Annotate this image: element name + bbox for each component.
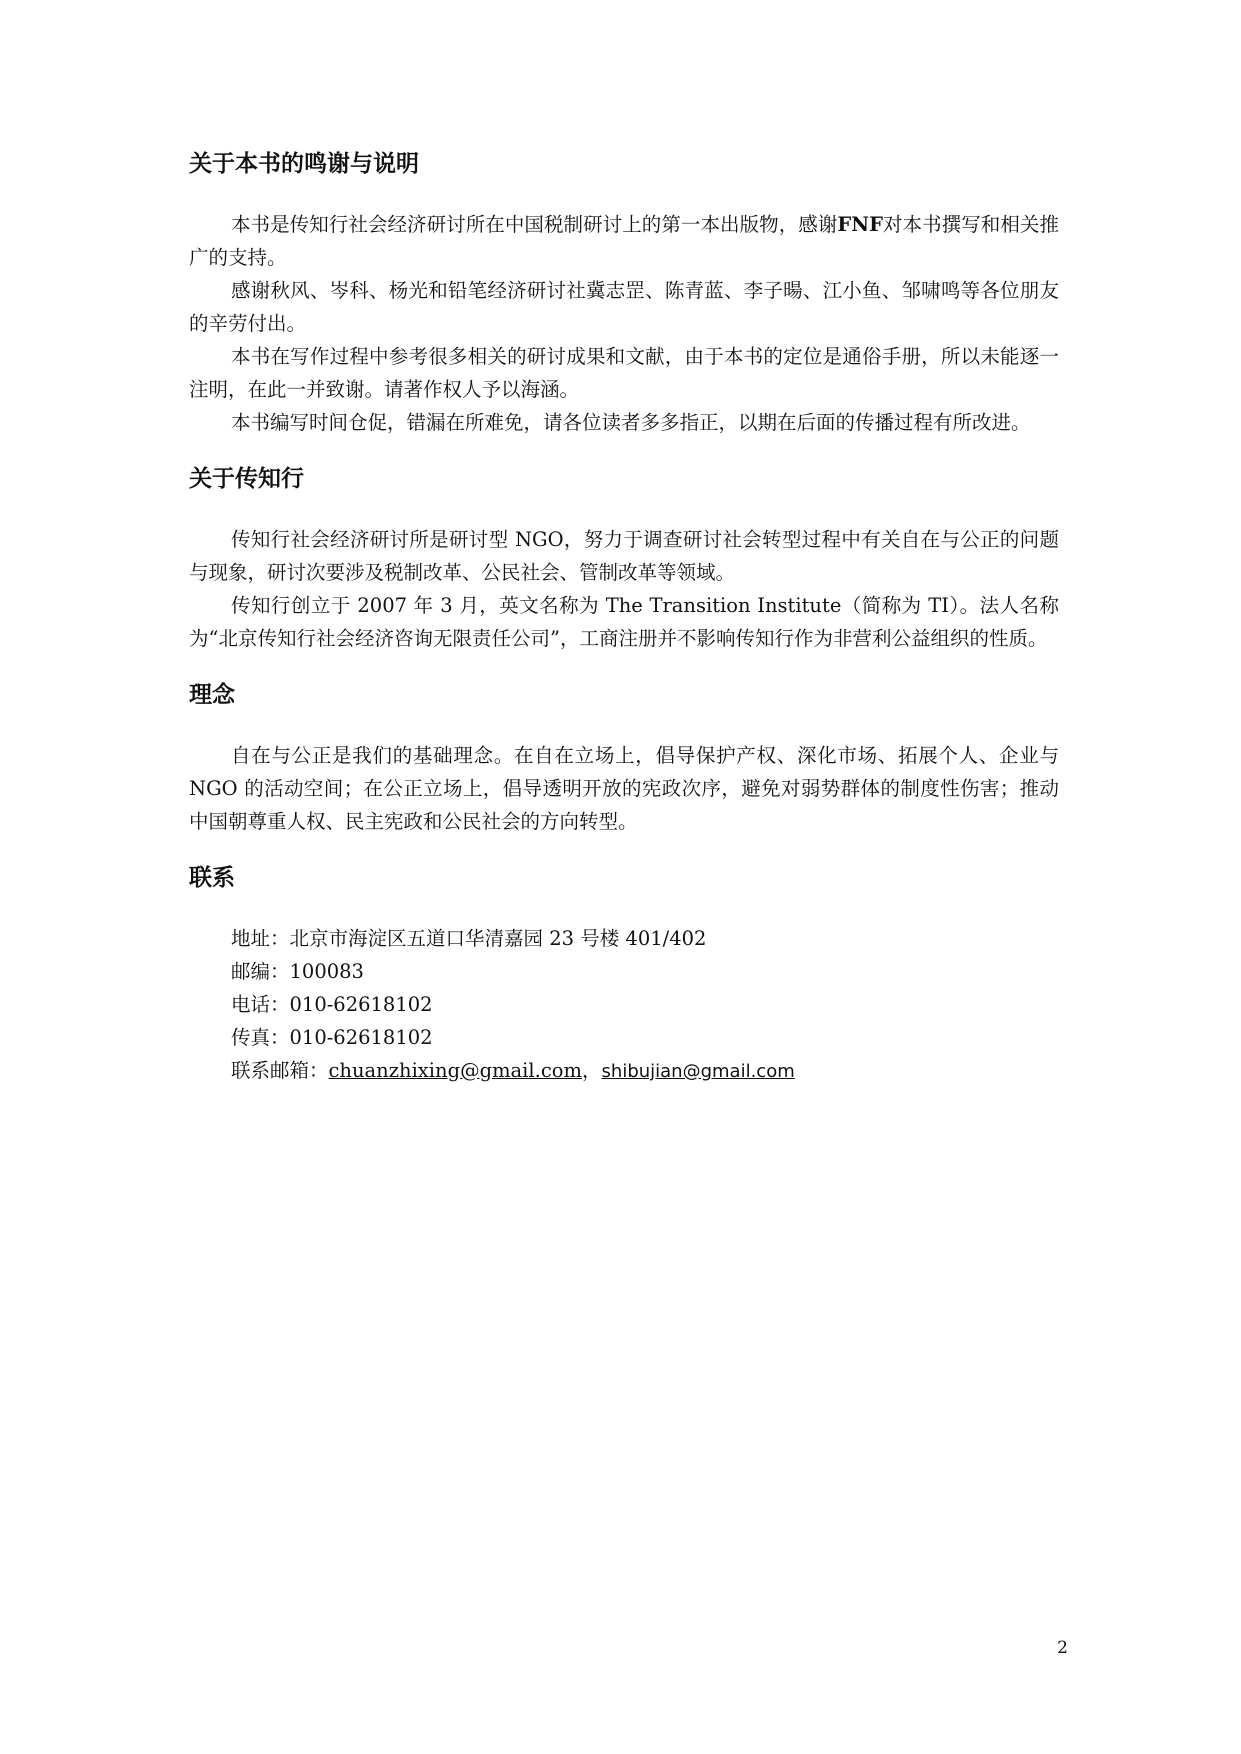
contact-postcode: 邮编：100083 <box>231 960 364 983</box>
contact-phone: 电话：010-62618102 <box>231 993 433 1016</box>
about-body <box>189 523 1059 655</box>
acknowledgements-section <box>189 148 1059 439</box>
contact-email-line <box>231 1054 1059 1088</box>
contact-heading: 联系 <box>189 865 235 891</box>
ack-p1-text-before: 本书是传知行社会经济研讨所在中国税制研讨上的第一本出版物，感谢 <box>231 213 838 236</box>
page-number: 2 <box>1057 1638 1068 1658</box>
about-paragraph-1: 传知行社会经济研讨所是研讨型 NGO，努力于调查研讨社会转型过程中有关自在与公正的问题与现象，研讨次要涉及税制改革、公民社会、管制改革等领域。 <box>189 528 1059 584</box>
acknowledgements-paragraph-4: 本书编写时间仓促，错漏在所难免，请各位读者多多指正，以期在后面的传播过程有所改进。 <box>231 411 1031 434</box>
contact-section <box>189 862 1059 1088</box>
acknowledgements-body <box>189 208 1059 439</box>
philosophy-body <box>189 739 1059 838</box>
contact-fax: 传真：010-62618102 <box>231 1026 433 1049</box>
about-paragraph-2: 传知行创立于 2007 年 3 月，英文名称为 The Transition Institute（简称为 TI）。法人名称为“北京传知行社会经济咨询无限责任公司”，工商注册并不影响传知行作为非营利公益组织的性质。 <box>189 594 1059 650</box>
philosophy-section <box>189 679 1059 838</box>
email-link-shibujian[interactable]: shibujian@gmail.com <box>601 1061 795 1082</box>
acknowledgements-heading: 关于本书的鸣谢与说明 <box>189 151 419 177</box>
email-link-chuanzhixing[interactable]: chuanzhixing@gmail.com <box>328 1059 583 1082</box>
acknowledgements-paragraph-1 <box>189 208 1059 274</box>
philosophy-heading: 理念 <box>189 682 235 708</box>
acknowledgements-paragraph-2: 感谢秋风、岑科、杨光和铅笔经济研讨社冀志罡、陈青蓝、李子暘、江小鱼、邹啸鸣等各位朋友的辛劳付出。 <box>189 279 1059 335</box>
about-heading: 关于传知行 <box>189 466 304 492</box>
philosophy-paragraph-1: 自在与公正是我们的基础理念。在自在立场上，倡导保护产权、深化市场、拓展个人、企业与 NGO 的活动空间；在公正立场上，倡导透明开放的宪政次序，避免对弱势群体的制度性伤害；推动中国朝尊重人权、民主宪政和公民社会的方向转型。 <box>189 744 1059 833</box>
page-content <box>189 148 1059 1112</box>
acknowledgements-paragraph-3: 本书在写作过程中参考很多相关的研讨成果和文献，由于本书的定位是通俗手册，所以未能逐一注明，在此一并致谢。请著作权人予以海涵。 <box>189 345 1059 401</box>
ack-p1-fnf: FNF <box>837 213 883 236</box>
contact-email-label: 联系邮箱： <box>231 1059 329 1082</box>
email-separator: ， <box>582 1059 602 1082</box>
about-section <box>189 463 1059 655</box>
contact-address: 地址：北京市海淀区五道口华清嘉园 23 号楼 401/402 <box>231 927 707 950</box>
ack-p1-text-after: 对本书撰写和相关推广的支持。 <box>189 213 1059 269</box>
contact-details <box>189 922 1059 1088</box>
